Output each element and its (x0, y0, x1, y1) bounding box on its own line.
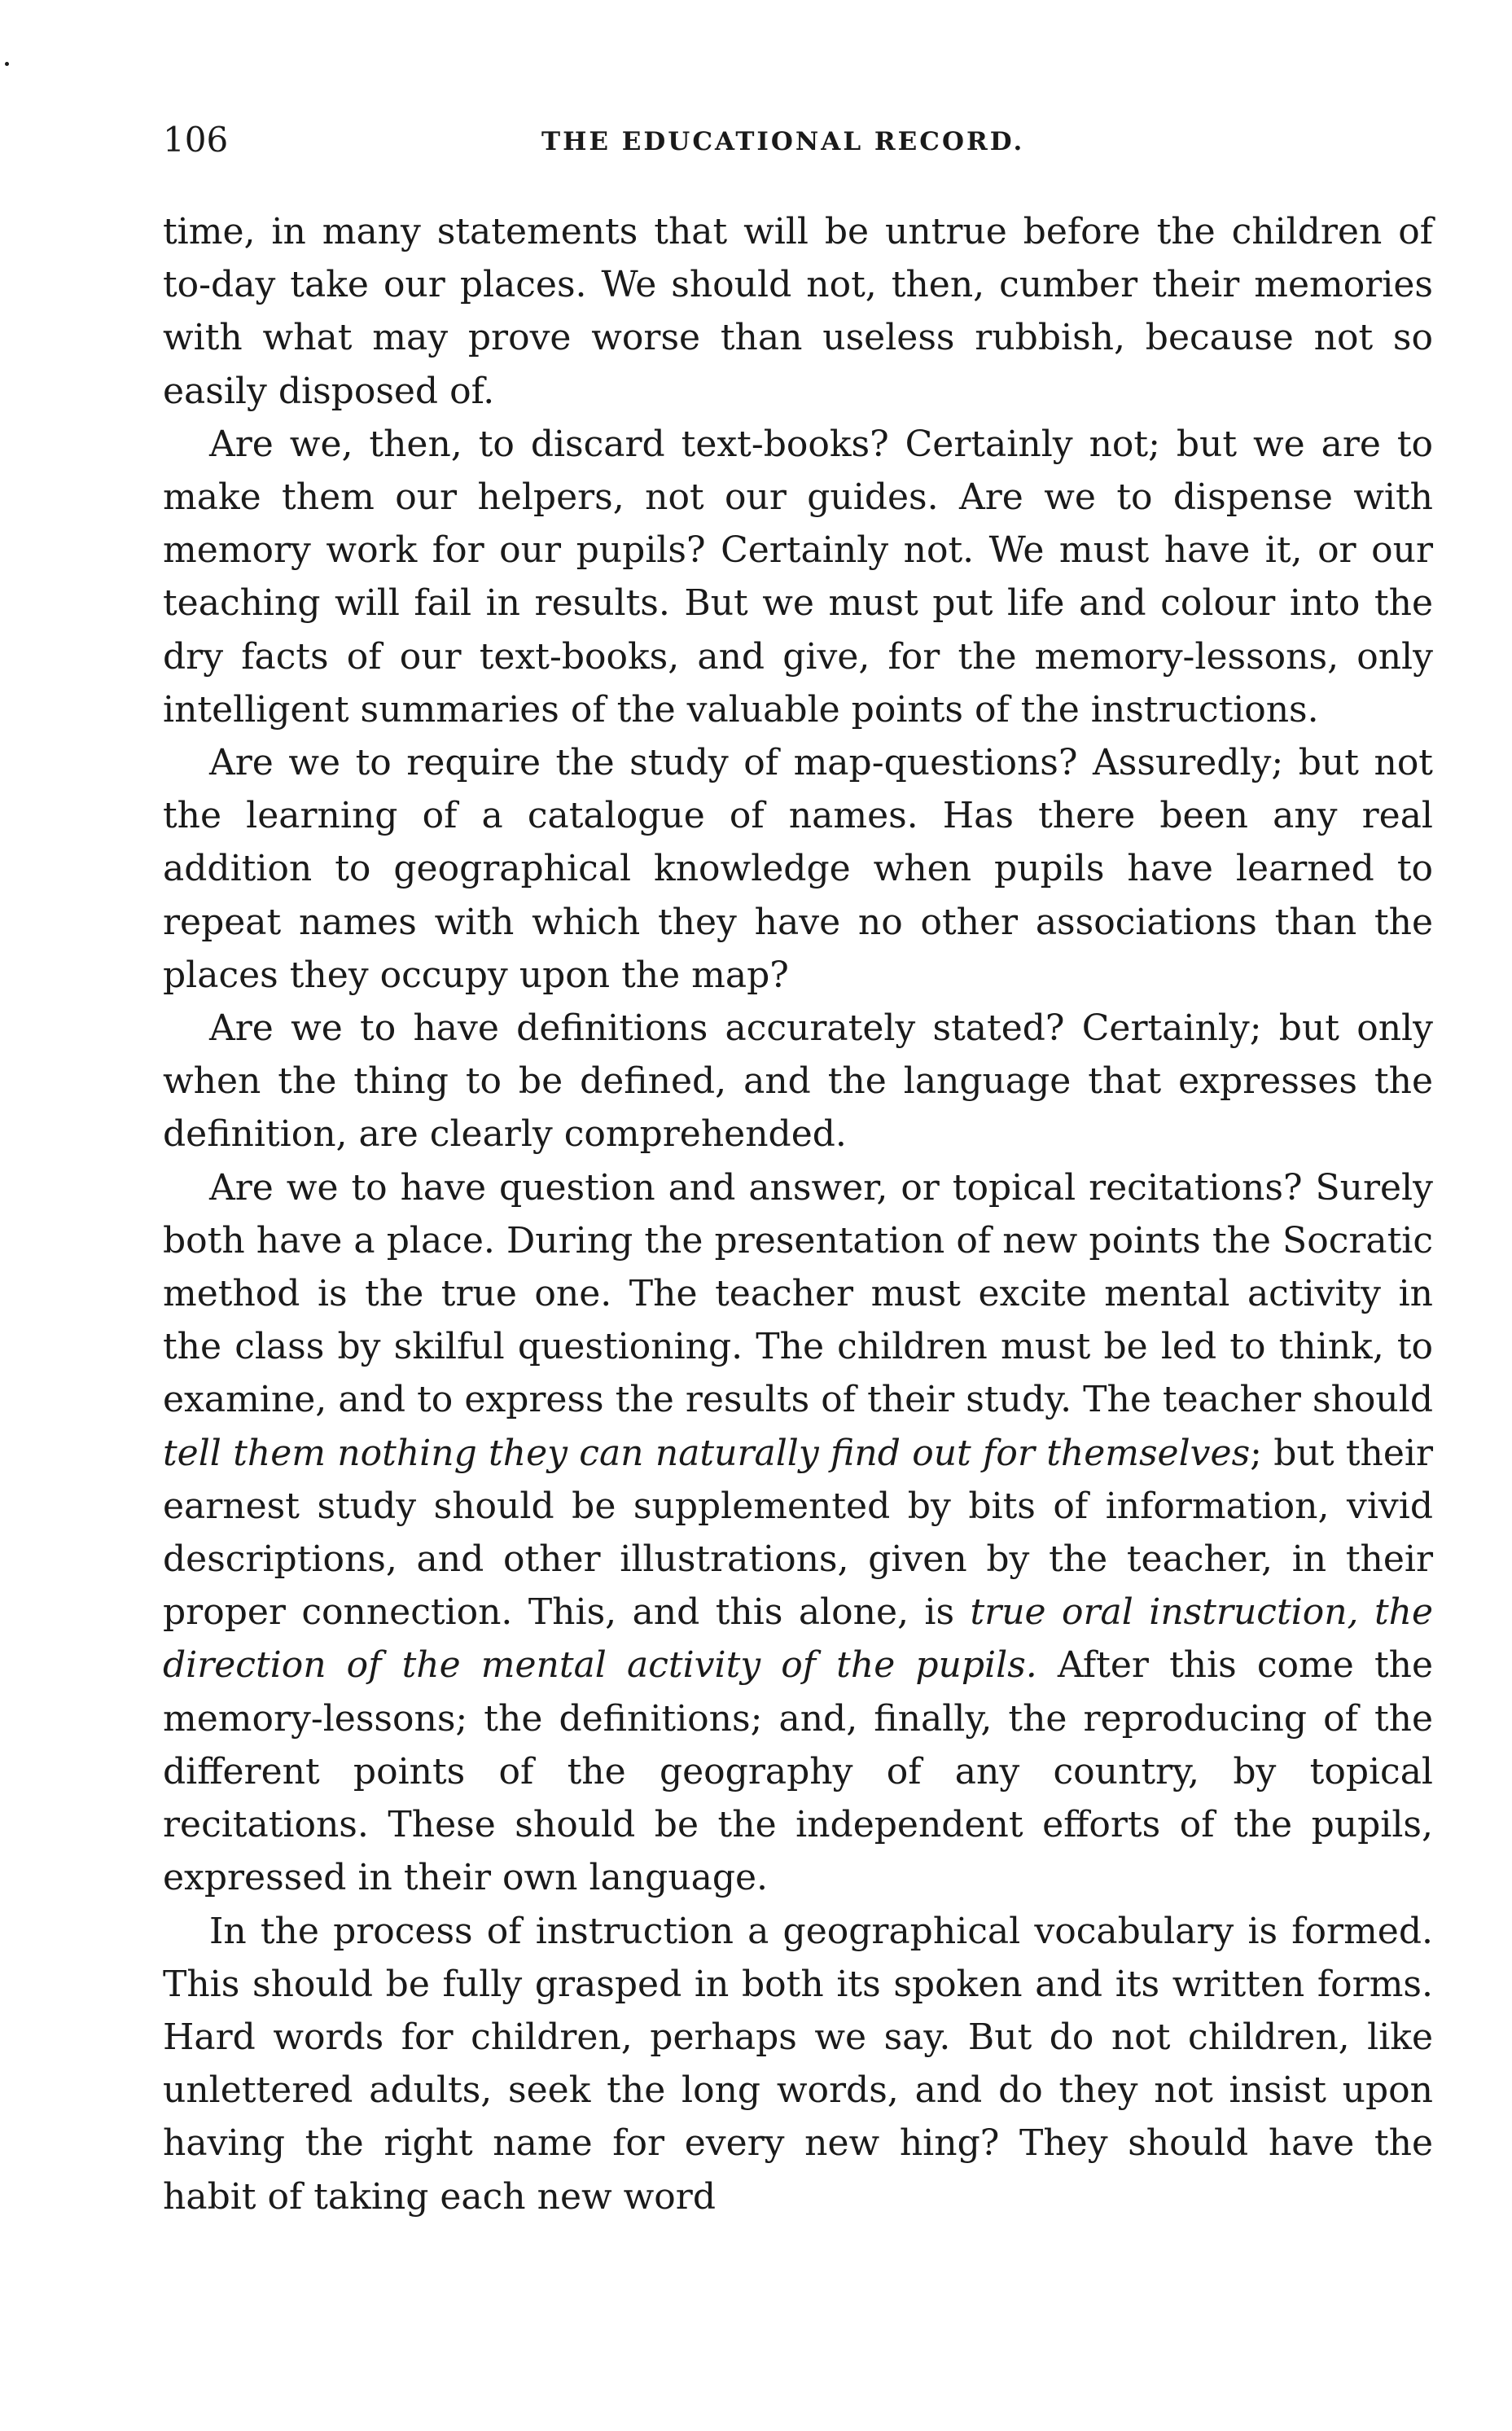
paragraph (163, 1002, 1433, 1161)
text-run: Are we, then, to discard text-books? Certainly not; but we are to make them our helpers, not our guides. Are we to dispense with memory work for our pupils? Certainly not. We must have it, or our teaching will fail in results. But we must put life and colour into the dry facts of our text-books, and give, for the memory-lessons, only intelligent summaries of the valuable points of the instructions. (163, 423, 1433, 731)
text-run: In the process of instruction a geographical vocabulary is formed. This should be fully grasped in both its spoken and its written forms. Hard words for children, perhaps we say. But do not children, like unlettered adults, seek the long words, and do they not insist upon having the right name for every new hing? They should have the habit of taking each new word (163, 1910, 1433, 2218)
text-run: Are we to have definitions accurately stated? Certainly; but only when the thing to be defined, and the language that expresses the definition, are clearly comprehended. (163, 1007, 1433, 1156)
page-header (163, 119, 1433, 168)
italic-text-run: true oral instruction, the direction of the mental activity of the pupils. (163, 1591, 1433, 1687)
text-run: ; but their earnest study should be supplemented by bits of information, vivid descriptions, and other illustrations, given by the teacher, in their proper connection. This, and this alone, is (163, 1432, 1433, 1634)
text-run: Are we to have question and answer, or topical recitations? Surely both have a place. During the presentation of new points the Socratic method is the true one. The teacher must excite mental activity in the class by skilful questioning. The children must be led to think, to examine, and to express the results of their study. The teacher should (163, 1166, 1433, 1421)
stray-ink-mark (5, 62, 9, 66)
paragraph (163, 1161, 1433, 1905)
italic-text-run: tell them nothing they can naturally find out for themselves (163, 1432, 1251, 1474)
text-run: After this come the memory-lessons; the definitions; and, finally, the reproducing of the different points of the geography of any country, by topical recitations. These should be the independent efforts of the pupils, expressed in their own language. (163, 1644, 1433, 1899)
body-text (163, 205, 1433, 2223)
running-head: THE EDUCATIONAL RECORD. (541, 127, 1025, 156)
text-run: Are we to require the study of map-questions? Assuredly; but not the learning of a catalogue of names. Has there been any real addition to geographical knowledge when pupils have learned to repeat names with which they have no other associations than the places they occupy upon the map? (163, 742, 1433, 996)
paragraph (163, 1905, 1433, 2223)
paragraph (163, 205, 1433, 418)
page-number: 106 (163, 120, 229, 160)
paragraph (163, 736, 1433, 1002)
text-run: time, in many statements that will be untrue before the children of to-day take our places. We should not, then, cumber their memories with what may prove worse than useless rubbish, because not so easily disposed of. (163, 211, 1433, 412)
paragraph (163, 418, 1433, 736)
